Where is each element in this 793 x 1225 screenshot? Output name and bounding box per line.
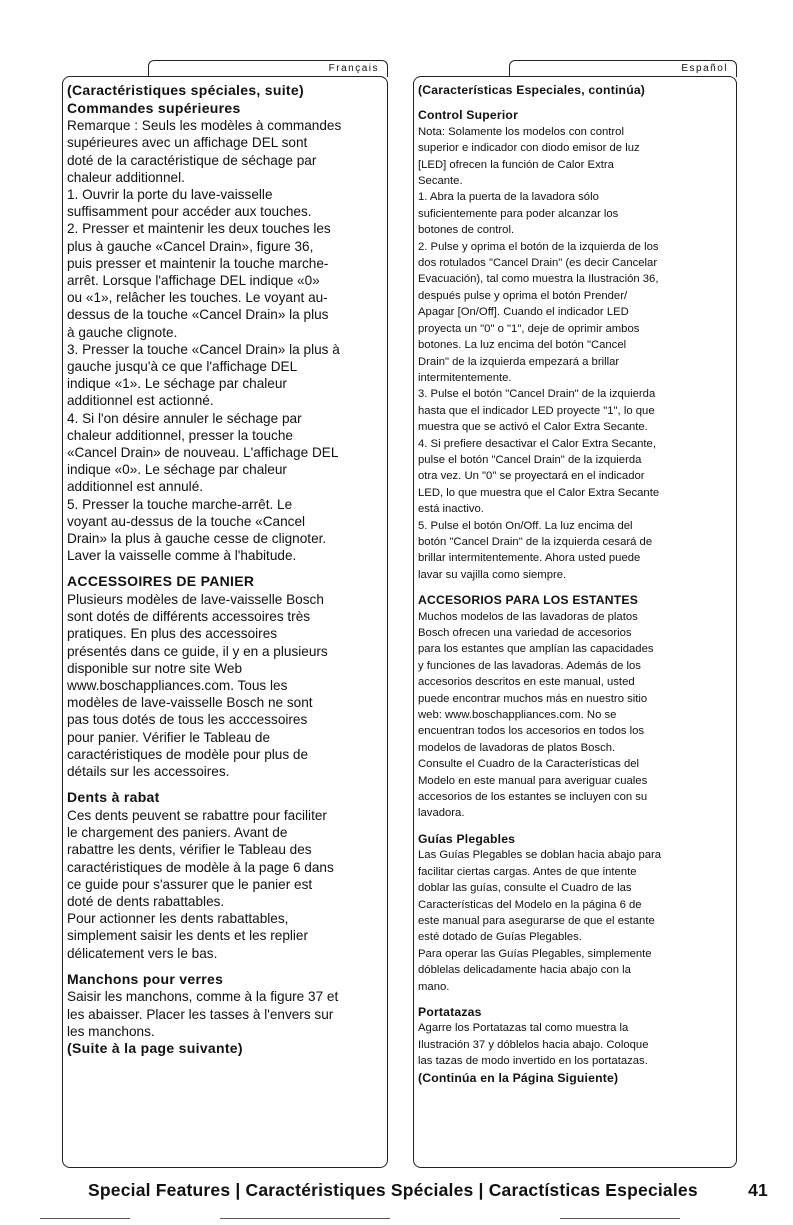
text-line: Secante. — [418, 175, 463, 188]
spacer — [67, 564, 384, 573]
text-line: pour panier. Vérifier le Tableau de — [67, 729, 271, 745]
text-line: «Cancel Drain» de nouveau. L'affichage DEL — [67, 445, 339, 461]
text-line: muestra que se activó el Calor Extra Secante. — [418, 421, 648, 434]
text-line: Saisir les manchons, comme à la figure 37 et — [67, 989, 339, 1005]
text-line: encuentran todos los accesorios en todos los — [418, 725, 645, 738]
text-line: esté dotado de Guías Plegables. — [418, 931, 582, 944]
section-heading-continued: (Características Especiales, continúa) — [418, 83, 646, 97]
text-line: Drain» la plus à gauche cesse de clignoter. — [67, 531, 327, 547]
frame-left — [62, 82, 63, 1160]
text-line: arrêt. Lorsque l'affichage DEL indique «0» — [67, 273, 320, 289]
text-line: les manchons. — [67, 1023, 155, 1039]
text-line: y funciones de las lavadoras. Además de los — [418, 659, 641, 672]
text-line: Agarre los Portatazas tal como muestra la — [418, 1022, 629, 1035]
section-heading-folding-tines: Guías Plegables — [418, 831, 516, 846]
text-line: 4. Si prefiere desactivar el Calor Extra Secante, — [418, 437, 656, 450]
text-line: botones de control. — [418, 224, 515, 237]
text-line: doté de la caractéristique de séchage par — [67, 152, 317, 168]
text-line: disponible sur notre site Web — [67, 660, 243, 676]
text-line: botones. La luz encima del botón "Cancel — [418, 339, 627, 352]
bottom-rule — [560, 1218, 680, 1219]
text-line: 2. Pulse y oprima el botón de la izquierda de los — [418, 240, 659, 253]
text-line: para los estantes que amplían las capacidades — [418, 643, 654, 656]
text-line: hasta que el indicador LED proyecte "1", lo que — [418, 404, 655, 417]
text-line: présentés dans ce guide, il y en a plusieurs — [67, 643, 328, 659]
text-line: 1. Ouvrir la porte du lave-vaisselle — [67, 187, 273, 202]
frame-bottom — [413, 1157, 737, 1168]
page-number: 41 — [748, 1180, 768, 1200]
spanish-content — [418, 82, 733, 1086]
cup-shelves-text — [418, 1020, 733, 1069]
text-line: web: www.boschappliances.com. No se — [418, 709, 617, 722]
text-line: dóblelas delicadamente hacia abajo con la — [418, 964, 631, 977]
page-footer — [88, 1180, 768, 1201]
continued-note: (Continúa en la Página Siguiente) — [418, 1070, 619, 1085]
text-line: Drain" de la izquierda empezará a brillar — [418, 355, 620, 368]
section-heading-folding-tines: Dents à rabat — [67, 789, 160, 806]
text-line: 5. Presser la touche marche-arrêt. Le — [67, 496, 293, 512]
text-line: pratiques. En plus des accessoires — [67, 626, 278, 642]
text-line: puede encontrar muchos más en nuestro sitio — [418, 692, 648, 705]
section-heading-cup-shelves: Portatazas — [418, 1004, 482, 1019]
steps-list — [418, 189, 733, 583]
text-line: mano. — [418, 980, 450, 993]
french-column — [62, 60, 388, 1168]
text-line: pas tous dotés de tous les acccessoires — [67, 712, 308, 728]
text-line: indique «1». Le séchage par chaleur — [67, 376, 287, 392]
text-line: les abaisser. Placer les tasses à l'envers sur — [67, 1006, 334, 1022]
spacer — [67, 962, 384, 971]
spanish-column — [413, 60, 737, 1168]
text-line: intermitentemente. — [418, 371, 512, 384]
text-line: détails sur les accessoires. — [67, 764, 230, 780]
text-line: suffisamment pour accéder aux touches. — [67, 204, 312, 220]
footer-title: Special Features | Caractéristiques Spéciales | Caractísticas Especiales — [88, 1180, 698, 1200]
text-line: ou «1», relâcher les touches. Le voyant au- — [67, 290, 328, 306]
text-line: rabattre les dents, vérifier le Tableau des — [67, 842, 312, 858]
text-line: simplement saisir les dents et les replier — [67, 928, 309, 944]
text-line: caractéristiques de modèle à la page 6 dans — [67, 859, 334, 875]
text-line: suficientemente para poder alcanzar los — [418, 207, 619, 220]
text-line: Modelo en este manual para averiguar cuales — [418, 774, 648, 787]
frame-right — [387, 82, 388, 1160]
spanish-frame — [413, 76, 737, 1168]
text-line: à gauche clignote. — [67, 324, 178, 340]
text-line: indique «0». Le séchage par chaleur — [67, 462, 287, 478]
cup-shelves-text — [67, 988, 384, 1040]
french-content — [67, 82, 384, 1058]
text-line: después pulse y oprima el botón Prender/ — [418, 289, 628, 302]
text-line: Muchos modelos de las lavadoras de platos — [418, 610, 638, 623]
text-line: Apagar [On/Off]. Cuando el indicador LED — [418, 306, 629, 319]
accessories-text — [418, 609, 733, 822]
text-line: 1. Abra la puerta de la lavadora sólo — [418, 191, 599, 204]
text-line: accesorios de los estantes se incluyen con su — [418, 791, 648, 804]
text-line: Evacuación), tal como muestra la Ilustración 36, — [418, 273, 659, 286]
text-line: délicatement vers le bas. — [67, 945, 218, 961]
text-line: additionnel est annulé. — [67, 479, 204, 495]
intro-note — [418, 124, 733, 190]
spacer — [418, 98, 733, 107]
continued-note: (Suite à la page suivante) — [67, 1039, 243, 1056]
text-line: Ilustración 37 y dóblelos hacia abajo. Coloque — [418, 1038, 649, 1051]
text-line: 3. Pulse el botón "Cancel Drain" de la izquierda — [418, 388, 656, 401]
section-heading-top-controls: Control Superior — [418, 108, 519, 123]
text-line: Consulte el Cuadro de la Características del — [418, 758, 640, 771]
section-heading-accessories: ACCESSOIRES DE PANIER — [67, 573, 255, 590]
text-line: modèles de lave-vaisselle Bosch ne sont — [67, 695, 313, 711]
section-heading-top-controls: Commandes supérieures — [67, 99, 241, 116]
text-line: Pour actionner les dents rabattables, — [67, 911, 289, 927]
text-line: Características del Modelo en la página 6 de — [418, 898, 642, 911]
text-line: Ces dents peuvent se rabattre pour faciliter — [67, 807, 327, 823]
bottom-rule — [220, 1218, 390, 1219]
text-line: superior e indicador con diodo emisor de luz — [418, 142, 640, 155]
section-heading-accessories: ACCESORIOS PARA LOS ESTANTES — [418, 593, 639, 608]
french-frame — [62, 76, 388, 1168]
text-line: botón "Cancel Drain" de la izquierda cesará de — [418, 535, 653, 548]
spacer — [418, 822, 733, 831]
text-line: Nota: Solamente los modelos con control — [418, 125, 624, 138]
text-line: www.boschappliances.com. Tous les — [67, 678, 288, 694]
frame-left — [413, 82, 414, 1160]
text-line: 5. Pulse el botón On/Off. La luz encima del — [418, 519, 633, 532]
text-line: 3. Presser la touche «Cancel Drain» la plus à — [67, 341, 340, 357]
text-line: 2. Presser et maintenir les deux touches les — [67, 221, 331, 237]
text-line: gauche jusqu'à ce que l'affichage DEL — [67, 359, 298, 375]
text-line: Las Guías Plegables se doblan hacia abajo para — [418, 849, 662, 862]
language-tab-spanish: Español — [509, 60, 737, 77]
text-line: otra vez. Un "0" se proyectará en el indicador — [418, 470, 645, 483]
intro-note — [67, 117, 384, 186]
spacer — [418, 995, 733, 1004]
text-line: ce guide pour s'assurer que le panier est — [67, 876, 313, 892]
text-line: supérieures avec un affichage DEL sont — [67, 135, 308, 151]
text-line: LED, lo que muestra que el Calor Extra Secante — [418, 486, 660, 499]
spacer — [67, 780, 384, 789]
frame-right — [736, 82, 737, 1160]
text-line: dos rotulados "Cancel Drain" (es decir Cancelar — [418, 257, 658, 270]
text-line: facilitar ciertas cargas. Antes de que intente — [418, 865, 637, 878]
text-line: Bosch ofrecen una variedad de accesorios — [418, 627, 632, 639]
section-heading-cup-shelves: Manchons pour verres — [67, 970, 224, 987]
folding-tines-text — [418, 847, 733, 995]
text-line: le chargement des paniers. Avant de — [67, 825, 288, 841]
text-line: doté de dents rabattables. — [67, 893, 225, 909]
language-tab-french: Français — [148, 60, 388, 77]
text-line: caractéristiques de modèle pour plus de — [67, 746, 309, 762]
text-line: lavar su vajilla como siempre. — [418, 568, 567, 581]
steps-list — [67, 186, 384, 564]
section-heading-continued: (Caractéristiques spéciales, suite) — [67, 82, 304, 98]
text-line: Remarque : Seuls les modèles à commandes — [67, 118, 342, 134]
text-line: puis presser et maintenir la touche marche- — [67, 255, 329, 271]
text-line: Laver la vaisselle comme à l'habitude. — [67, 548, 297, 564]
text-line: chaleur additionnel, presser la touche — [67, 427, 293, 443]
text-line: sont dotés de différents accessoires très — [67, 609, 311, 625]
text-line: 4. Si l'on désire annuler le séchage par — [67, 410, 302, 426]
text-line: brillar intermitentemente. Ahora usted puede — [418, 552, 641, 565]
folding-tines-text — [67, 807, 384, 962]
text-line: proyecta un "0" o "1", deje de oprimir ambos — [418, 322, 640, 335]
text-line: Para operar las Guías Plegables, simplemente — [418, 947, 652, 960]
text-line: lavadora. — [418, 807, 465, 820]
text-line: voyant au-dessus de la touche «Cancel — [67, 513, 306, 529]
text-line: dessus de la touche «Cancel Drain» la plus — [67, 307, 329, 323]
accessories-text — [67, 591, 384, 780]
text-line: Plusieurs modèles de lave-vaisselle Bosch — [67, 592, 324, 608]
bottom-rule — [40, 1218, 130, 1219]
text-line: las tazas de modo invertido en los portatazas. — [418, 1055, 648, 1068]
text-line: chaleur additionnel. — [67, 169, 185, 185]
text-line: pulse el botón "Cancel Drain" de la izquierda — [418, 453, 642, 466]
text-line: [LED] ofrecen la función de Calor Extra — [418, 158, 614, 171]
text-line: este manual para asegurarse de que el estante — [418, 914, 655, 927]
spacer — [418, 583, 733, 592]
text-line: está inactivo. — [418, 503, 484, 516]
text-line: additionnel est actionné. — [67, 393, 214, 409]
frame-bottom — [62, 1157, 388, 1168]
text-line: doblar las guías, consulte el Cuadro de las — [418, 882, 632, 895]
text-line: plus à gauche «Cancel Drain», figure 36, — [67, 238, 314, 254]
text-line: modelos de lavadoras de platos Bosch. — [418, 741, 616, 754]
text-line: accesorios descritos en este manual, usted — [418, 676, 635, 689]
